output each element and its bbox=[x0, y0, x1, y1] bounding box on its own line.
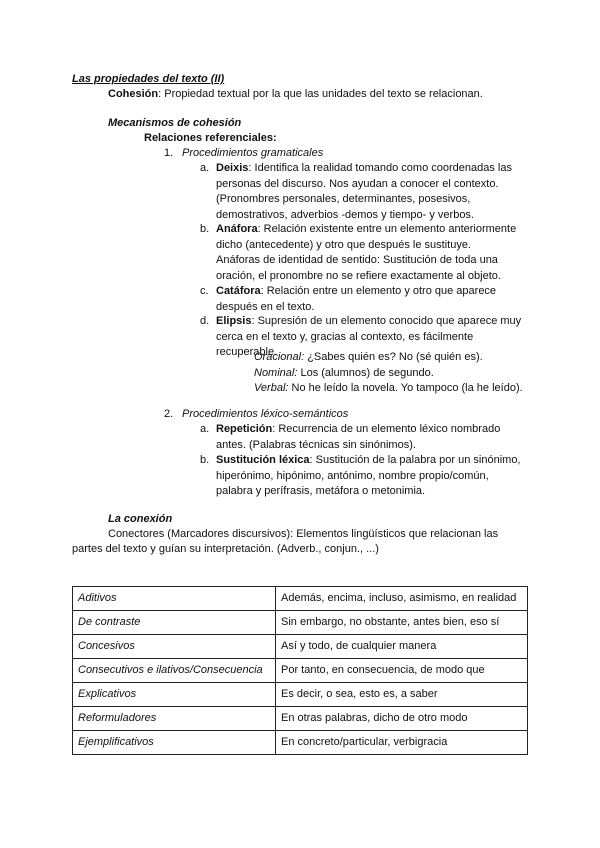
anafora-line: oración, el pronombre no se refiere exactamente al objeto. bbox=[216, 269, 501, 282]
catafora-term: Catáfora bbox=[216, 285, 261, 297]
cohesion-term: Cohesión bbox=[108, 88, 159, 100]
table-row bbox=[73, 731, 528, 755]
lexico-number: 2. bbox=[164, 408, 174, 420]
connector-type: Concesivos bbox=[73, 635, 276, 659]
table-row bbox=[73, 587, 528, 611]
elipsis-example bbox=[254, 366, 523, 382]
repeticion-item bbox=[216, 422, 500, 453]
sustitucion-line: : Sustitución de la palabra por un sinónimo, bbox=[309, 454, 521, 466]
table-row bbox=[73, 611, 528, 635]
example-text: ¿Sabes quién es? No (sé quién es). bbox=[304, 351, 483, 363]
gramaticales-title: Procedimientos gramaticales bbox=[182, 147, 324, 159]
repeticion-term: Repetición bbox=[216, 423, 273, 435]
anafora-term: Anáfora bbox=[216, 223, 258, 235]
anafora-marker: b. bbox=[200, 223, 210, 235]
connector-examples: En concreto/particular, verbigracia bbox=[276, 731, 528, 755]
repeticion-line: antes. (Palabras técnicas sin sinónimos). bbox=[216, 438, 416, 451]
lexico-title: Procedimientos léxico-semánticos bbox=[182, 408, 349, 420]
connector-type: Consecutivos e ilativos/Consecuencia bbox=[73, 659, 276, 683]
anafora-line: dicho (antecedente) y otro que después le sustituye. bbox=[216, 238, 471, 251]
deixis-line: (Pronombres personales, determinantes, posesivos, bbox=[216, 193, 471, 205]
elipsis-line: cerca en el texto y, gracias al contexto, es fácilmente bbox=[216, 330, 474, 343]
connector-examples: Sin embargo, no obstante, antes bien, eso sí bbox=[276, 611, 528, 635]
example-label: Nominal: bbox=[254, 366, 298, 379]
deixis-item bbox=[216, 161, 512, 223]
deixis-term: Deixis bbox=[216, 162, 249, 174]
elipsis-line: : Supresión de un elemento conocido que aparece muy bbox=[251, 315, 522, 327]
anafora-item bbox=[216, 222, 516, 284]
connector-examples: Además, encima, incluso, asimismo, en realidad bbox=[276, 587, 528, 611]
cohesion-text: : Propiedad textual por la que las unidades del texto se relacionan. bbox=[158, 88, 483, 100]
catafora-line: : Relación entre un elemento y otro que aparece bbox=[260, 285, 497, 297]
catafora-line: después en el texto. bbox=[216, 300, 315, 313]
sustitucion-line: hiperónimo, hipónimo, antónimo, nombre propio/común, bbox=[216, 469, 489, 482]
connector-examples: Por tanto, en consecuencia, de modo que bbox=[276, 659, 528, 683]
example-label: Oracional: bbox=[254, 351, 305, 363]
elipsis-line: recuperable. bbox=[216, 346, 278, 358]
conexion-line-2: partes del texto y guían su interpretación. (Adverb., conjun., ...) bbox=[72, 543, 379, 555]
connector-type: Explicativos bbox=[73, 683, 276, 707]
anafora-line: : Relación existente entre un elemento anteriormente bbox=[257, 223, 517, 235]
repeticion-marker: a. bbox=[200, 423, 210, 435]
connector-type: Aditivos bbox=[73, 587, 276, 611]
catafora-item bbox=[216, 284, 496, 315]
deixis-line: : Identifica la realidad tomando como coordenadas las bbox=[248, 162, 512, 174]
connectors-table bbox=[72, 586, 528, 755]
deixis-line: personas del discurso. Nos ayudan a conocer el contexto. bbox=[216, 177, 499, 190]
sustitucion-marker: b. bbox=[200, 454, 210, 466]
connector-examples: Así y todo, de cualquier manera bbox=[276, 635, 528, 659]
table-row bbox=[73, 659, 528, 683]
connector-examples: En otras palabras, dicho de otro modo bbox=[276, 707, 528, 731]
table-row bbox=[73, 707, 528, 731]
relaciones-heading: Relaciones referenciales: bbox=[144, 132, 277, 144]
sustitucion-term: Sustitución léxica bbox=[216, 454, 310, 466]
elipsis-example bbox=[254, 381, 523, 397]
conexion-line-1: Conectores (Marcadores discursivos): Elementos lingüísticos que relacionan las bbox=[108, 528, 499, 540]
anafora-line: Anáforas de identidad de sentido: Sustitución de toda una bbox=[216, 254, 498, 266]
elipsis-examples bbox=[254, 350, 523, 397]
elipsis-term: Elipsis bbox=[216, 315, 252, 327]
elipsis-marker: d. bbox=[200, 315, 210, 327]
connector-type: Reformuladores bbox=[73, 707, 276, 731]
conexion-heading: La conexión bbox=[108, 513, 173, 525]
connector-type: Ejemplificativos bbox=[73, 731, 276, 755]
cohesion-definition bbox=[108, 87, 483, 103]
catafora-marker: c. bbox=[200, 285, 209, 297]
example-text: Los (alumnos) de segundo. bbox=[297, 366, 434, 379]
deixis-line: demostrativos, adverbios -demos y tiempo- y verbos. bbox=[216, 208, 474, 221]
mecanismos-heading: Mecanismos de cohesión bbox=[108, 117, 242, 129]
deixis-marker: a. bbox=[200, 162, 210, 174]
example-text: No he leído la novela. Yo tampoco (la he leído). bbox=[288, 382, 523, 394]
sustitucion-line: palabra y perífrasis, metáfora o metonimia. bbox=[216, 485, 426, 497]
example-label: Verbal: bbox=[254, 382, 289, 394]
table-row bbox=[73, 635, 528, 659]
table-row bbox=[73, 683, 528, 707]
connector-type: De contraste bbox=[73, 611, 276, 635]
gramaticales-number: 1. bbox=[164, 147, 174, 159]
elipsis-example bbox=[254, 350, 523, 366]
repeticion-line: : Recurrencia de un elemento léxico nombrado bbox=[272, 423, 501, 435]
connector-examples: Es decir, o sea, esto es, a saber bbox=[276, 683, 528, 707]
page-title: Las propiedades del texto (II) bbox=[72, 73, 225, 85]
sustitucion-item bbox=[216, 453, 521, 500]
